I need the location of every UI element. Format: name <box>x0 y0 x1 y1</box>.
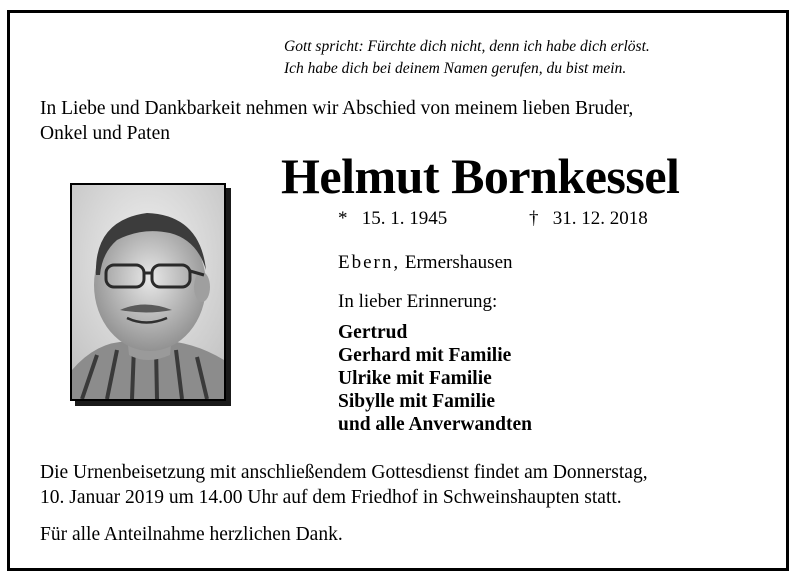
portrait-photo-graphic <box>72 185 224 399</box>
mourner-item: Gerhard mit Familie <box>338 345 512 366</box>
burial-info <box>40 460 770 510</box>
burial-line-2: 10. Januar 2019 um 14.00 Uhr auf dem Friedhof in Schweinshaupten statt. <box>40 487 622 508</box>
place-of-residence <box>338 251 513 275</box>
mourner-item: und alle Anverwandten <box>338 414 532 435</box>
verse-line-1: Gott spricht: Fürchte dich nicht, denn ich habe dich erlöst. <box>284 38 650 55</box>
intro-line-1: In Liebe und Dankbarkeit nehmen wir Abschied von meinem lieben Bruder, <box>40 98 634 119</box>
place-district: Ermershausen <box>404 252 513 273</box>
intro-text <box>40 96 760 146</box>
closing-thanks: Für alle Anteilnahme herzlichen Dank. <box>40 524 343 545</box>
place-town: Ebern, <box>338 252 401 273</box>
mourner-item: Gertrud <box>338 322 408 343</box>
death-date <box>529 207 648 231</box>
portrait-photo-icon <box>70 183 226 401</box>
birth-date <box>338 207 447 231</box>
birth-date-value: 15. 1. 1945 <box>361 208 448 229</box>
mourner-item: Sibylle mit Familie <box>338 391 496 412</box>
burial-line-1: Die Urnenbeisetzung mit anschließendem Gottesdienst findet am Donnerstag, <box>40 462 648 483</box>
mourners-list <box>338 321 532 436</box>
mourner-item: Ulrike mit Familie <box>338 368 492 389</box>
bible-verse <box>284 36 650 80</box>
birth-symbol: * <box>338 208 348 229</box>
cross-icon: † <box>529 208 539 229</box>
intro-line-2: Onkel und Paten <box>40 123 170 144</box>
verse-line-2: Ich habe dich bei deinem Namen gerufen, du bist mein. <box>284 60 627 77</box>
remembrance-label: In lieber Erinnerung: <box>338 291 498 312</box>
death-date-value: 31. 12. 2018 <box>552 208 648 229</box>
deceased-name: Helmut Bornkessel <box>281 148 680 204</box>
